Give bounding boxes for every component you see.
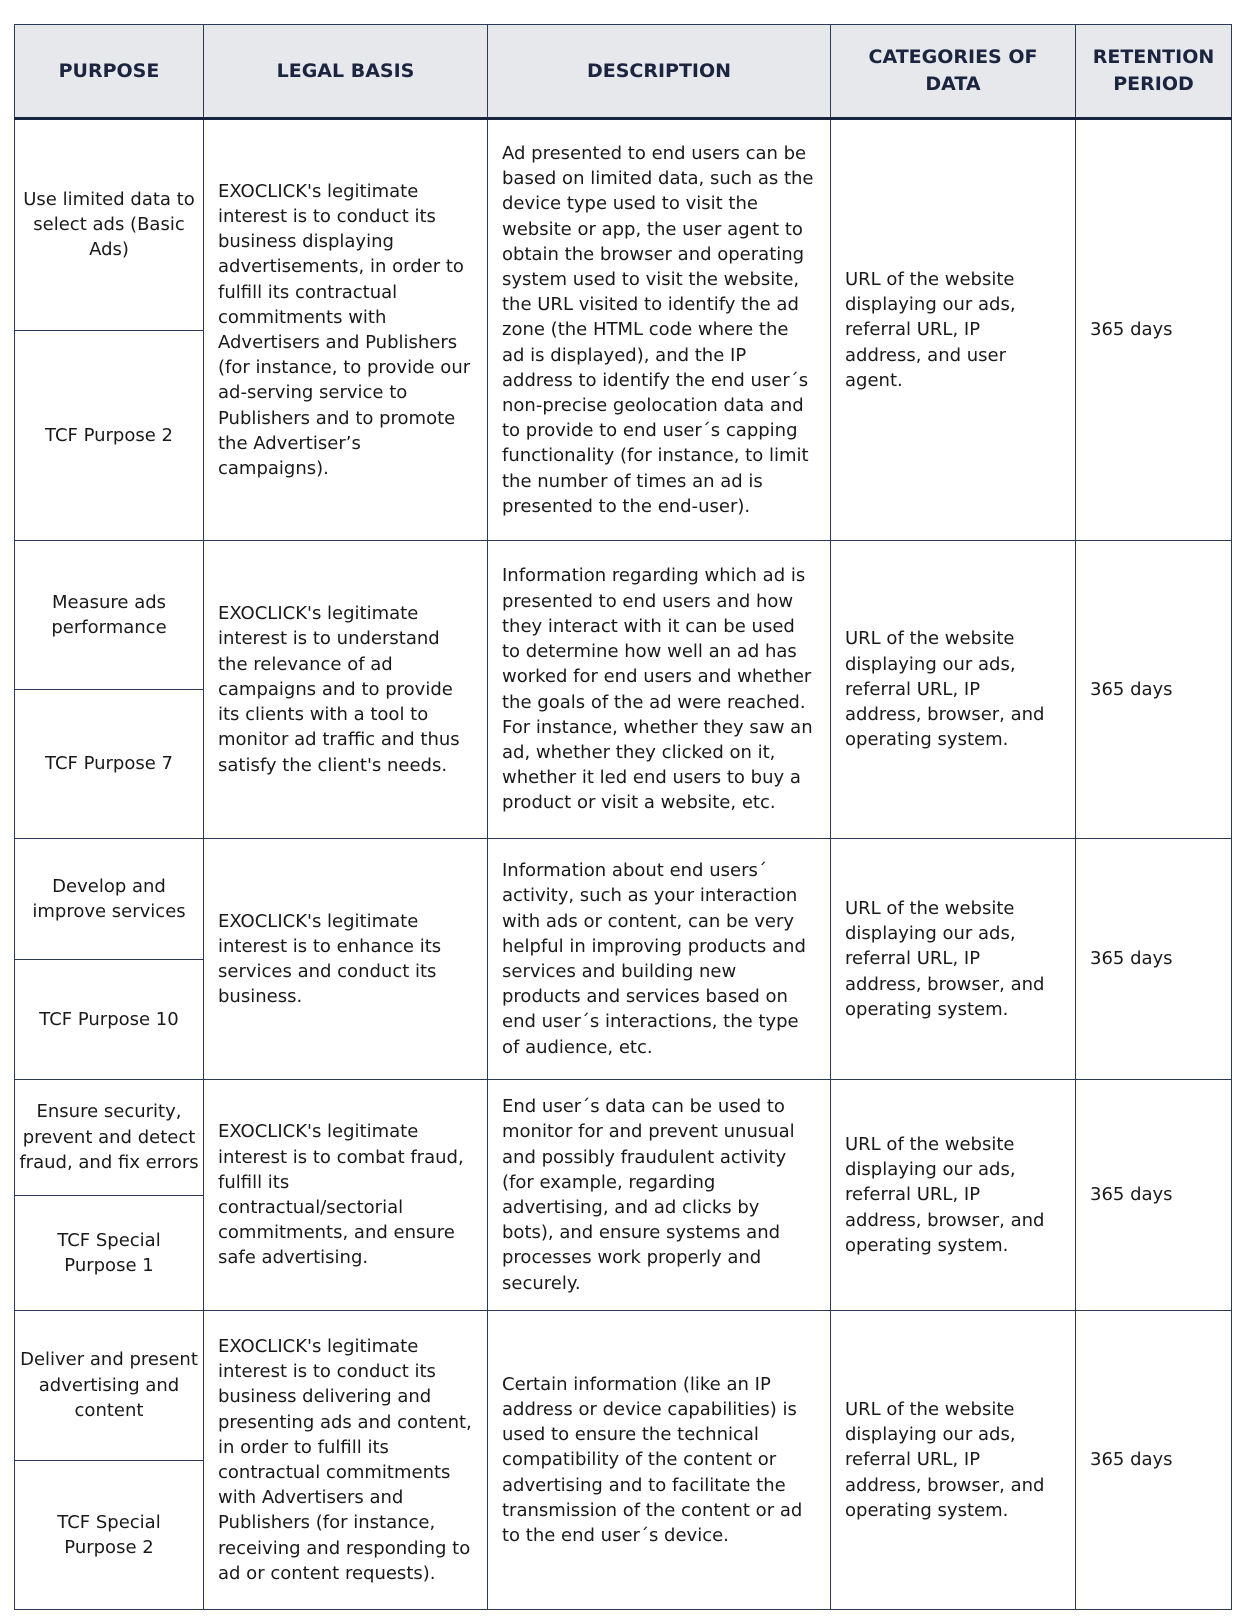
purpose-cell (15, 1080, 204, 1311)
description-cell: Ad presented to end users can be based on limited data, such as the device type used to visit the website or app, the user agent to obtain the browser and operating system used to visit the website, the URL visited to identify the ad zone (the HTML code where the ad is displayed), and the IP address to identify the end user´s non-precise geolocation data and to provide to end user´s capping functionality (for instance, to limit the number of times an ad is presented to the end-user). (488, 119, 831, 541)
table-row (15, 1311, 1232, 1610)
retention-cell: 365 days (1076, 1311, 1232, 1610)
description-cell: Information regarding which ad is presented to end users and how they interact with it can be used to determine how well an ad has worked for end users and whether the goals of the ad were reached. For instance, whether they saw an ad, whether they clicked on it, whether it led end users to buy a product or visit a website, etc. (488, 541, 831, 839)
table-row (15, 1080, 1232, 1311)
table-header-row (15, 25, 1232, 119)
description-cell: Information about end users´ activity, such as your interaction with ads or content, can be very helpful in improving products and services and building new products and services based on end user´s interactions, the type of audience, etc. (488, 839, 831, 1080)
legal-basis-cell: EXOCLICK's legitimate interest is to conduct its business displaying advertisements, in order to fulfill its contractual commitments with Advertisers and Publishers (for instance, to provide our ad-serving service to Publishers and to promote the Advertiser’s campaigns). (204, 119, 488, 541)
retention-cell: 365 days (1076, 541, 1232, 839)
tcf-purpose: TCF Purpose 2 (45, 424, 173, 446)
table-row (15, 839, 1232, 1080)
legal-basis-cell: EXOCLICK's legitimate interest is to understand the relevance of ad campaigns and to provide its clients with a tool to monitor ad traffic and thus satisfy the client's needs. (204, 541, 488, 839)
table-row (15, 119, 1232, 541)
categories-cell: URL of the website displaying our ads, referral URL, IP address, browser, and operating system. (831, 1080, 1076, 1311)
tcf-purpose: TCF Special Purpose 1 (57, 1229, 161, 1276)
purpose-cell (15, 839, 204, 1080)
tcf-purpose: TCF Purpose 7 (45, 753, 173, 775)
legal-basis-cell: EXOCLICK's legitimate interest is to enhance its services and conduct its business. (204, 839, 488, 1080)
data-processing-table-container (14, 24, 1232, 1610)
purpose-name: Measure ads performance (15, 541, 203, 690)
header-description: DESCRIPTION (488, 25, 831, 119)
purpose-name: Develop and improve services (15, 839, 203, 960)
categories-cell: URL of the website displaying our ads, referral URL, IP address, browser, and operating system. (831, 541, 1076, 839)
table-row (15, 541, 1232, 839)
header-retention-period: RETENTION PERIOD (1076, 25, 1232, 119)
retention-cell: 365 days (1076, 1080, 1232, 1311)
tcf-purpose: TCF Special Purpose 2 (57, 1511, 161, 1558)
purpose-name: Deliver and present advertising and content (15, 1311, 203, 1461)
purpose-name: Use limited data to select ads (Basic Ads) (15, 120, 203, 331)
retention-cell: 365 days (1076, 839, 1232, 1080)
purpose-cell (15, 1311, 204, 1610)
header-purpose: PURPOSE (15, 25, 204, 119)
legal-basis-cell: EXOCLICK's legitimate interest is to conduct its business delivering and presenting ads and content, in order to fulfill its contractual commitments with Advertisers and Publishers (for instance, receiving and responding to ad or content requests). (204, 1311, 488, 1610)
description-cell: End user´s data can be used to monitor for and prevent unusual and possibly fraudulent activity (for example, regarding advertising, and ad clicks by bots), and ensure systems and processes work properly and securely. (488, 1080, 831, 1311)
description-cell: Certain information (like an IP address or device capabilities) is used to ensure the technical compatibility of the content or advertising and to facilitate the transmission of the content or ad to the end user´s device. (488, 1311, 831, 1610)
data-processing-table (14, 24, 1232, 1610)
header-legal-basis: LEGAL BASIS (204, 25, 488, 119)
legal-basis-cell: EXOCLICK's legitimate interest is to combat fraud, fulfill its contractual/sectorial commitments, and ensure safe advertising. (204, 1080, 488, 1311)
purpose-name: Ensure security, prevent and detect fraud, and fix errors (15, 1080, 203, 1196)
categories-cell: URL of the website displaying our ads, referral URL, IP address, and user agent. (831, 119, 1076, 541)
header-categories-of-data: CATEGORIES OF DATA (831, 25, 1076, 119)
purpose-cell (15, 119, 204, 541)
purpose-cell (15, 541, 204, 839)
tcf-purpose: TCF Purpose 10 (39, 1008, 179, 1030)
retention-cell: 365 days (1076, 119, 1232, 541)
categories-cell: URL of the website displaying our ads, referral URL, IP address, browser, and operating system. (831, 1311, 1076, 1610)
categories-cell: URL of the website displaying our ads, referral URL, IP address, browser, and operating system. (831, 839, 1076, 1080)
